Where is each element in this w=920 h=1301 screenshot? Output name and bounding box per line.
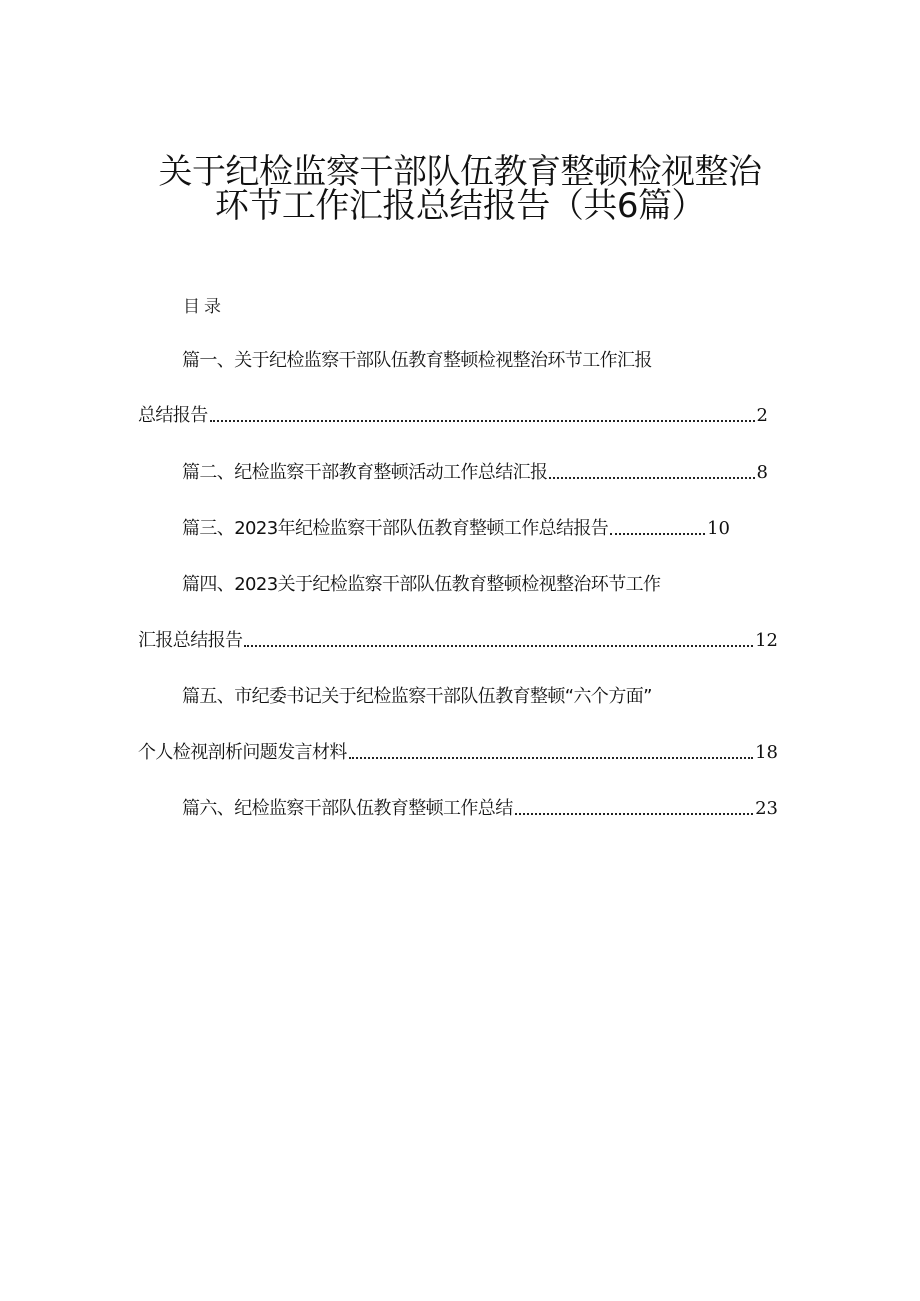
toc-leader-dots xyxy=(610,533,705,535)
toc-entry-6-text: 篇六、纪检监察干部队伍教育整顿工作总结 xyxy=(182,798,513,819)
toc-entry-1-line-1[interactable] xyxy=(182,348,652,374)
toc-leader-dots xyxy=(349,757,753,759)
toc-entry-2-page: 8 xyxy=(756,462,768,483)
toc-leader-dots xyxy=(549,477,754,479)
toc-entry-5-page: 18 xyxy=(755,742,778,763)
toc-entry-5-line-2[interactable] xyxy=(138,740,778,766)
document-title-line-1: 关于纪检监察干部队伍教育整顿检视整治 xyxy=(158,152,762,192)
toc-entry-1-line-2[interactable] xyxy=(138,403,768,429)
toc-entry-4-page: 12 xyxy=(755,630,778,651)
toc-entry-5-text: 篇五、市纪委书记关于纪检监察干部队伍教育整顿“六个方面” xyxy=(182,686,652,707)
toc-entry-4-line-1[interactable] xyxy=(182,572,660,598)
toc-entry-3[interactable] xyxy=(182,516,730,542)
toc-entry-4-line-2[interactable] xyxy=(138,628,778,654)
toc-entry-4-text: 篇四、2023关于纪检监察干部队伍教育整顿检视整治环节工作 xyxy=(182,574,661,595)
toc-entry-5-line-1[interactable] xyxy=(182,684,652,710)
toc-entry-5-text-cont: 个人检视剖析问题发言材料 xyxy=(138,742,347,763)
toc-entry-4-text-cont: 汇报总结报告 xyxy=(138,630,243,651)
toc-entry-6-page: 23 xyxy=(755,798,778,819)
toc-entry-1-page: 2 xyxy=(756,405,768,426)
toc-entry-2[interactable] xyxy=(182,460,768,486)
document-title-line-2: 环节工作汇报总结报告（共6篇） xyxy=(214,186,706,226)
toc-leader-dots xyxy=(515,813,753,815)
toc-leader-dots xyxy=(210,420,755,422)
toc-entry-3-page: 10 xyxy=(707,518,730,539)
toc-leader-dots xyxy=(244,645,753,647)
toc-entry-3-text: 篇三、2023年纪检监察干部队伍教育整顿工作总结报告 xyxy=(182,518,609,539)
toc-entry-1-text: 篇一、关于纪检监察干部队伍教育整顿检视整治环节工作汇报 xyxy=(182,350,652,371)
toc-entry-6[interactable] xyxy=(182,796,778,822)
toc-entry-2-text: 篇二、纪检监察干部教育整顿活动工作总结汇报 xyxy=(182,462,548,483)
toc-entry-1-text-cont: 总结报告 xyxy=(138,405,208,426)
toc-heading: 目录 xyxy=(183,297,225,317)
